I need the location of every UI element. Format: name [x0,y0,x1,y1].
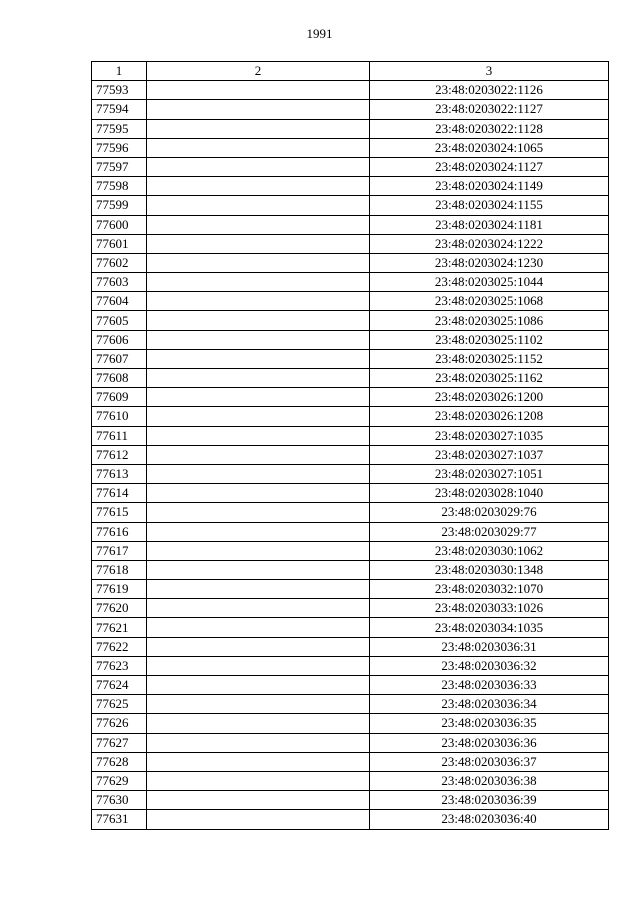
cadastral-number-cell: 23:48:0203034:1035 [370,618,609,637]
cadastral-number-cell: 23:48:0203036:33 [370,676,609,695]
cadastral-number-cell: 23:48:0203036:36 [370,733,609,752]
row-number-cell: 77626 [92,714,147,733]
cadastral-number-cell: 23:48:0203022:1127 [370,100,609,119]
description-cell [147,580,370,599]
row-number-cell: 77629 [92,771,147,790]
table-row [92,273,609,292]
description-cell [147,560,370,579]
description-cell [147,215,370,234]
table-row [92,810,609,829]
cadastral-number-cell: 23:48:0203025:1086 [370,311,609,330]
description-cell [147,541,370,560]
description-cell [147,292,370,311]
table-row [92,292,609,311]
row-number-cell: 77610 [92,407,147,426]
description-cell [147,157,370,176]
table-row [92,695,609,714]
description-cell [147,388,370,407]
row-number-cell: 77623 [92,656,147,675]
cadastral-number-cell: 23:48:0203026:1208 [370,407,609,426]
description-cell [147,656,370,675]
description-cell [147,791,370,810]
description-cell [147,752,370,771]
table-row [92,618,609,637]
description-cell [147,445,370,464]
row-number-cell: 77604 [92,292,147,311]
description-cell [147,196,370,215]
cadastral-number-cell: 23:48:0203036:35 [370,714,609,733]
cadastral-number-cell: 23:48:0203029:77 [370,522,609,541]
description-cell [147,253,370,272]
cadastral-number-cell: 23:48:0203022:1126 [370,81,609,100]
description-cell [147,311,370,330]
cadastral-number-cell: 23:48:0203036:40 [370,810,609,829]
page-number: 1991 [306,26,333,41]
table-row [92,234,609,253]
row-number-cell: 77616 [92,522,147,541]
row-number-cell: 77619 [92,580,147,599]
row-number-cell: 77600 [92,215,147,234]
description-cell [147,733,370,752]
cadastral-number-cell: 23:48:0203027:1037 [370,445,609,464]
description-cell [147,81,370,100]
table-row [92,311,609,330]
row-number-cell: 77597 [92,157,147,176]
table-row [92,177,609,196]
row-number-cell: 77628 [92,752,147,771]
description-cell [147,426,370,445]
header-row [92,62,609,81]
row-number-cell: 77618 [92,560,147,579]
cadastral-number-cell: 23:48:0203036:31 [370,637,609,656]
description-cell [147,695,370,714]
row-number-cell: 77605 [92,311,147,330]
description-cell [147,349,370,368]
description-cell [147,522,370,541]
cadastral-number-cell: 23:48:0203025:1044 [370,273,609,292]
description-cell [147,119,370,138]
cadastral-number-cell: 23:48:0203036:39 [370,791,609,810]
row-number-cell: 77614 [92,484,147,503]
row-number-cell: 77627 [92,733,147,752]
description-cell [147,330,370,349]
row-number-cell: 77621 [92,618,147,637]
row-number-cell: 77595 [92,119,147,138]
description-cell [147,599,370,618]
row-number-cell: 77630 [92,791,147,810]
description-cell [147,177,370,196]
table-row [92,119,609,138]
cadastral-number-cell: 23:48:0203030:1348 [370,560,609,579]
table-row [92,330,609,349]
cadastral-number-cell: 23:48:0203028:1040 [370,484,609,503]
table-row [92,100,609,119]
row-number-cell: 77622 [92,637,147,656]
cadastral-number-cell: 23:48:0203025:1162 [370,369,609,388]
registry-table [91,61,609,830]
table-row [92,196,609,215]
column-header-1: 1 [92,62,147,81]
table-row [92,580,609,599]
cadastral-number-cell: 23:48:0203024:1149 [370,177,609,196]
description-cell [147,234,370,253]
cadastral-number-cell: 23:48:0203036:37 [370,752,609,771]
row-number-cell: 77598 [92,177,147,196]
cadastral-number-cell: 23:48:0203036:32 [370,656,609,675]
table-row [92,599,609,618]
row-number-cell: 77602 [92,253,147,272]
table-row [92,791,609,810]
cadastral-number-cell: 23:48:0203029:76 [370,503,609,522]
row-number-cell: 77607 [92,349,147,368]
row-number-cell: 77594 [92,100,147,119]
row-number-cell: 77615 [92,503,147,522]
cadastral-number-cell: 23:48:0203033:1026 [370,599,609,618]
table-row [92,464,609,483]
cadastral-number-cell: 23:48:0203025:1068 [370,292,609,311]
table-row [92,484,609,503]
table-row [92,253,609,272]
column-header-3: 3 [370,62,609,81]
cadastral-number-cell: 23:48:0203027:1051 [370,464,609,483]
cadastral-number-cell: 23:48:0203024:1222 [370,234,609,253]
table-row [92,541,609,560]
row-number-cell: 77603 [92,273,147,292]
row-number-cell: 77613 [92,464,147,483]
cadastral-number-cell: 23:48:0203025:1152 [370,349,609,368]
table-row [92,349,609,368]
table-row [92,81,609,100]
table-row [92,733,609,752]
table-row [92,503,609,522]
description-cell [147,407,370,426]
row-number-cell: 77593 [92,81,147,100]
cadastral-number-cell: 23:48:0203027:1035 [370,426,609,445]
description-cell [147,618,370,637]
cadastral-number-cell: 23:48:0203032:1070 [370,580,609,599]
row-number-cell: 77609 [92,388,147,407]
table-row [92,407,609,426]
cadastral-number-cell: 23:48:0203024:1065 [370,138,609,157]
table-row [92,714,609,733]
row-number-cell: 77611 [92,426,147,445]
description-cell [147,637,370,656]
description-cell [147,676,370,695]
table-row [92,445,609,464]
row-number-cell: 77631 [92,810,147,829]
table-body [92,81,609,829]
table-row [92,426,609,445]
table-row [92,522,609,541]
description-cell [147,464,370,483]
row-number-cell: 77625 [92,695,147,714]
description-cell [147,369,370,388]
table-row [92,656,609,675]
table-row [92,157,609,176]
table-row [92,771,609,790]
description-cell [147,714,370,733]
table-row [92,676,609,695]
cadastral-number-cell: 23:48:0203024:1230 [370,253,609,272]
row-number-cell: 77601 [92,234,147,253]
table-row [92,138,609,157]
description-cell [147,771,370,790]
description-cell [147,273,370,292]
row-number-cell: 77608 [92,369,147,388]
cadastral-number-cell: 23:48:0203024:1127 [370,157,609,176]
cadastral-number-cell: 23:48:0203036:34 [370,695,609,714]
table-row [92,215,609,234]
column-header-2: 2 [147,62,370,81]
description-cell [147,100,370,119]
row-number-cell: 77617 [92,541,147,560]
cadastral-number-cell: 23:48:0203024:1155 [370,196,609,215]
table-row [92,388,609,407]
description-cell [147,484,370,503]
table-row [92,560,609,579]
table-row [92,752,609,771]
row-number-cell: 77606 [92,330,147,349]
cadastral-number-cell: 23:48:0203022:1128 [370,119,609,138]
row-number-cell: 77612 [92,445,147,464]
table-row [92,637,609,656]
table-row [92,369,609,388]
row-number-cell: 77624 [92,676,147,695]
row-number-cell: 77620 [92,599,147,618]
cadastral-number-cell: 23:48:0203024:1181 [370,215,609,234]
cadastral-number-cell: 23:48:0203025:1102 [370,330,609,349]
description-cell [147,138,370,157]
row-number-cell: 77599 [92,196,147,215]
cadastral-number-cell: 23:48:0203030:1062 [370,541,609,560]
description-cell [147,503,370,522]
cadastral-number-cell: 23:48:0203026:1200 [370,388,609,407]
cadastral-number-cell: 23:48:0203036:38 [370,771,609,790]
description-cell [147,810,370,829]
row-number-cell: 77596 [92,138,147,157]
